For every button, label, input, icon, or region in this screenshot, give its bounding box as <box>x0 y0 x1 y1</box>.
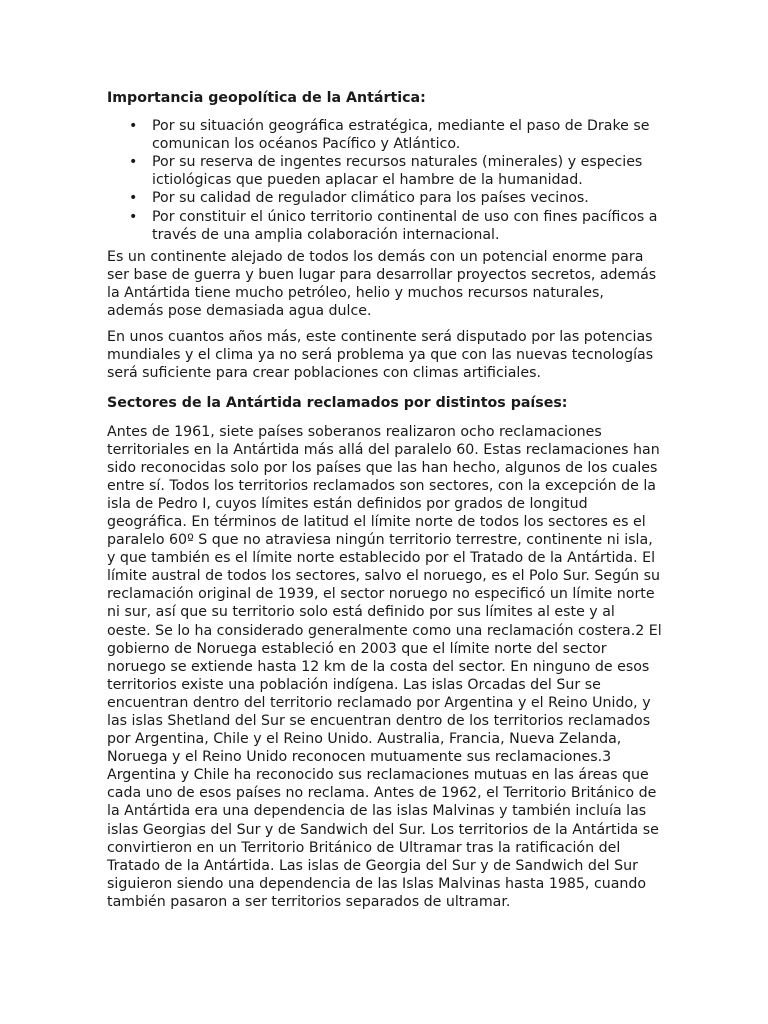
list-item <box>107 189 662 207</box>
section-heading-geopolitics: Importancia geopolítica de la Antártica: <box>107 90 426 106</box>
paragraph-claims: Antes de 1961, siete países soberanos realizaron ocho reclamaciones territoriales en la Antártida más allá del paralelo 60. Estas reclamaciones han sido reconocidas solo por los países que las han hecho, algunos de los cuales entre sí. Todos los territorios reclamados son sectores, con la excepción de la isla de Pedro I, cuyos límites están definidos por grados de longitud geográfica. En términos de latitud el límite norte de todos los sectores es el paralelo 60º S que no atraviesa ningún territorio terrestre, continente ni isla, y que también es el límite norte establecido por el Tratado de la Antártida. El límite austral de todos los sectores, salvo el noruego, es el Polo Sur. Según su reclamación original de 1939, el sector noruego no especificó un límite norte ni sur, así que su territorio solo está definido por sus límites al este y al oeste. Se lo ha considerado generalmente como una reclamación costera.2 El gobierno de Noruega estableció en 2003 que el límite norte del sector noruego se extiende hasta 12 km de la costa del sector. En ninguno de esos territorios existe una población indígena. Las islas Orcadas del Sur se encuentran dentro del territorio reclamado por Argentina y el Reino Unido, y las islas Shetland del Sur se encuentran dentro de los territorios reclamados por Argentina, Chile y el Reino Unido. Australia, Francia, Nueva Zelanda, Noruega y el Reino Unido reconocen mutuamente sus reclamaciones.3 Argentina y Chile ha reconocido sus reclamaciones mutuas en las áreas que cada uno de esos países no reclama. Antes de 1962, el Territorio Británico de la Antártida era una dependencia de las islas Malvinas y también incluía las islas Georgias del Sur y de Sandwich del Sur. Los territorios de la Antártida se convirtieron en un Territorio Británico de Ultramar tras la ratificación del Tratado de la Antártida. Las islas de Georgia del Sur y de Sandwich del Sur siguieron siendo una dependencia de las Islas Malvinas hasta 1985, cuando también pasaron a ser territorios separados de ultramar. <box>107 423 662 910</box>
list-item-text: Por su calidad de regulador climático para los países vecinos. <box>152 190 589 207</box>
paragraph-future: En unos cuantos años más, este continente será disputado por las potencias mundiales y el clima ya no será problema ya que con las nuevas tecnologías será suficiente para crear poblaciones con climas artificiales. <box>107 329 654 382</box>
list-item <box>107 208 662 244</box>
bullet-icon: • <box>129 118 138 135</box>
list-item-text: Por su situación geográfica estratégica, mediante el paso de Drake se comunican los océanos Pacífico y Atlántico. <box>152 118 650 153</box>
document-page <box>107 89 662 919</box>
list-item-text: Por su reserva de ingentes recursos naturales (minerales) y especies ictiológicas que pueden aplacar el hambre de la humanidad. <box>152 154 643 189</box>
list-item <box>107 153 662 189</box>
paragraph-potential: Es un continente alejado de todos los demás con un potencial enorme para ser base de guerra y buen lugar para desarrollar proyectos secretos, además la Antártida tiene mucho petróleo, helio y muchos recursos naturales, además pose demasiada agua dulce. <box>107 248 657 320</box>
bullet-list <box>107 117 662 244</box>
bullet-icon: • <box>129 154 138 171</box>
bullet-icon: • <box>129 190 138 207</box>
list-item <box>107 117 662 153</box>
section-heading-sectors: Sectores de la Antártida reclamados por distintos países: <box>107 395 568 412</box>
bullet-icon: • <box>129 208 138 225</box>
list-item-text: Por constituir el único territorio continental de uso con fines pacíficos a través de una amplia colaboración internacional. <box>152 208 658 243</box>
